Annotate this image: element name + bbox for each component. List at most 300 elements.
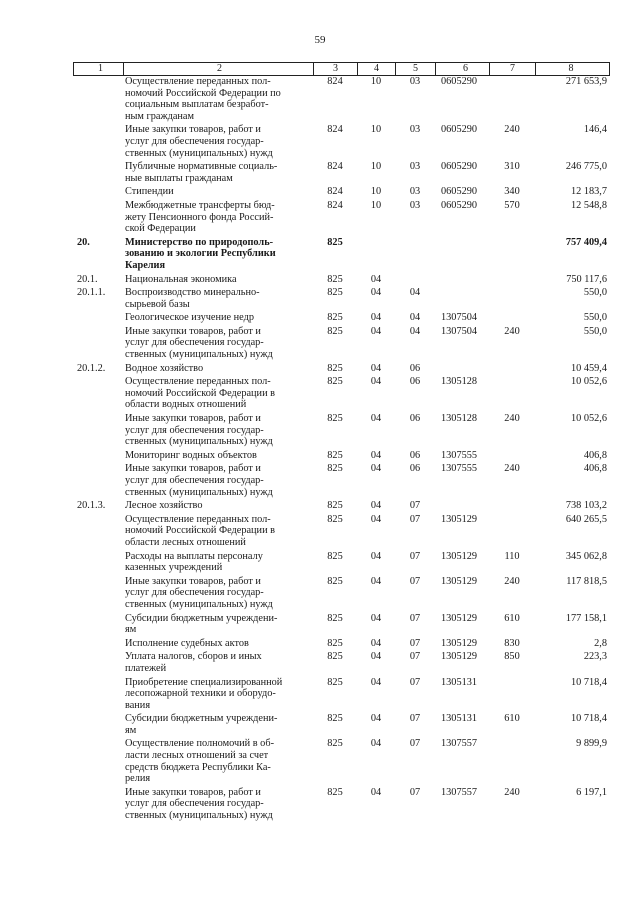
row-amount: 117 818,5 xyxy=(566,575,607,587)
row-expense-type xyxy=(489,450,535,462)
row-target-article: 1305128 xyxy=(441,376,478,388)
row-amount: 345 062,8 xyxy=(565,550,607,562)
table-row xyxy=(73,312,610,324)
row-target-article: 1307557 xyxy=(441,786,478,798)
row-name-line: услуг для обеспечения государ- xyxy=(125,337,264,349)
row-amount: 750 117,6 xyxy=(566,273,607,285)
row-admin-code: 824 xyxy=(327,161,343,173)
row-name-line: Иные закупки товаров, работ и xyxy=(125,413,261,425)
row-name-line: средств бюджета Республики Ка- xyxy=(125,761,271,773)
row-admin-code: 825 xyxy=(327,325,343,337)
row-gap xyxy=(73,822,610,824)
row-expense-type: 240 xyxy=(504,575,520,587)
row-expense-type: 310 xyxy=(504,161,520,173)
row-name-line: услуг для обеспечения государ- xyxy=(125,475,264,486)
row-name-line: лесопожарной техники и оборудо- xyxy=(125,688,276,700)
row-code xyxy=(73,713,123,736)
row-section: 04 xyxy=(370,449,382,461)
row-target-article xyxy=(435,500,489,512)
row-admin-code: 824 xyxy=(327,199,343,211)
row-target-article: 1307555 xyxy=(441,463,478,475)
row-code xyxy=(73,638,123,650)
row-expense-type: 610 xyxy=(504,612,520,624)
row-name-line: ственных (муниципальных) нужд xyxy=(125,436,273,448)
row-name-line: Расходы на выплаты персоналу xyxy=(125,550,263,562)
row-amount: 146,4 xyxy=(583,124,607,136)
row-expense-type xyxy=(489,677,535,712)
row-name xyxy=(123,450,313,462)
row-subsection: 07 xyxy=(409,713,421,725)
row-code: 20.1. xyxy=(77,273,98,285)
row-subsection: 07 xyxy=(409,637,421,649)
row-name xyxy=(123,186,313,198)
header-col-6: 6 xyxy=(435,63,489,75)
row-name xyxy=(123,638,313,650)
row-admin-code: 825 xyxy=(327,513,343,525)
row-name xyxy=(123,713,313,736)
row-amount: 640 265,5 xyxy=(565,513,607,525)
row-subsection: 07 xyxy=(409,651,421,663)
row-name xyxy=(123,551,313,574)
row-section: 10 xyxy=(370,76,382,87)
table-header xyxy=(73,62,610,76)
row-code xyxy=(73,551,123,574)
row-expense-type: 240 xyxy=(504,786,520,798)
table-row xyxy=(73,326,610,361)
row-code xyxy=(73,186,123,198)
row-subsection: 06 xyxy=(409,449,421,461)
row-name-line: социальным выплатам безработ- xyxy=(125,99,269,111)
row-name-line: зованию и экологии Республики xyxy=(125,248,276,260)
row-name-line: Министерство по природополь- xyxy=(125,236,274,248)
table-body xyxy=(73,76,610,824)
row-section: 10 xyxy=(370,124,382,136)
row-code: 20.1.2. xyxy=(77,362,106,374)
header-col-4: 4 xyxy=(357,63,395,75)
row-name-line: Иные закупки товаров, работ и xyxy=(125,325,261,337)
row-name xyxy=(123,613,313,636)
row-target-article: 0605290 xyxy=(441,199,478,211)
row-target-article: 1305129 xyxy=(441,637,478,649)
row-amount: 757 409,4 xyxy=(565,236,607,248)
table-row xyxy=(73,76,610,122)
row-code xyxy=(73,376,123,411)
row-amount: 2,8 xyxy=(594,637,607,649)
row-name-line: Геологическое изучение недр xyxy=(125,312,255,324)
row-subsection: 04 xyxy=(409,312,421,324)
row-admin-code: 825 xyxy=(327,312,343,324)
row-admin-code: 825 xyxy=(327,637,343,649)
row-name xyxy=(123,463,313,498)
row-amount: 550,0 xyxy=(583,287,607,299)
row-name-line: области водных отношений xyxy=(125,399,247,411)
table-row xyxy=(73,651,610,674)
row-target-article: 0605290 xyxy=(441,76,478,87)
row-name-line: услуг для обеспечения государ- xyxy=(125,424,264,436)
row-code xyxy=(73,413,123,448)
row-name-line: вания xyxy=(125,699,151,711)
row-section: 04 xyxy=(370,738,382,750)
row-section: 04 xyxy=(370,500,382,512)
row-code xyxy=(73,514,123,549)
header-col-1: 1 xyxy=(73,63,123,75)
row-name-line: Осуществление переданных пол- xyxy=(125,76,271,87)
table-row xyxy=(73,738,610,784)
row-admin-code: 824 xyxy=(327,186,343,198)
row-section: 04 xyxy=(370,713,382,725)
row-subsection: 07 xyxy=(409,550,421,562)
row-admin-code: 825 xyxy=(327,376,343,388)
row-section: 10 xyxy=(370,199,382,211)
row-name xyxy=(123,237,313,272)
row-name-line: жету Пенсионного фонда Россий- xyxy=(125,211,274,223)
row-name-line: услуг для обеспечения государ- xyxy=(125,798,264,810)
row-name-line: номочий Российской Федерации по xyxy=(125,87,281,99)
row-section: 10 xyxy=(370,161,382,173)
row-name-line: ласти лесных отношений за счет xyxy=(125,750,269,762)
row-name-line: Межбюджетные трансферты бюд- xyxy=(125,199,275,211)
row-expense-type xyxy=(489,363,535,375)
row-target-article: 1305129 xyxy=(441,575,478,587)
row-name-line: Иные закупки товаров, работ и xyxy=(125,463,261,475)
table-row xyxy=(73,613,610,636)
row-section: 04 xyxy=(370,362,382,374)
row-target-article: 1307504 xyxy=(441,325,478,337)
row-name xyxy=(123,76,313,122)
row-name-line: Осуществление переданных пол- xyxy=(125,376,271,388)
row-name-line: услуг для обеспечения государ- xyxy=(125,587,264,599)
table-row xyxy=(73,450,610,462)
row-name xyxy=(123,677,313,712)
row-name-line: номочий Российской Федерации в xyxy=(125,387,276,399)
row-admin-code: 825 xyxy=(327,713,343,725)
row-name-line: ственных (муниципальных) нужд xyxy=(125,486,273,498)
row-section: 04 xyxy=(370,575,382,587)
row-target-article: 1305128 xyxy=(441,413,478,425)
row-name-line: Иные закупки товаров, работ и xyxy=(125,124,261,136)
row-target-article: 1305129 xyxy=(441,612,478,624)
row-admin-code: 825 xyxy=(327,651,343,663)
row-expense-type: 240 xyxy=(504,413,520,425)
row-name xyxy=(123,651,313,674)
row-subsection: 03 xyxy=(409,124,421,136)
row-name-line: Субсидии бюджетным учреждени- xyxy=(125,713,278,725)
table-row xyxy=(73,274,610,286)
table-row xyxy=(73,677,610,712)
row-code xyxy=(73,124,123,159)
row-subsection: 06 xyxy=(409,463,421,475)
row-name xyxy=(123,500,313,512)
row-code xyxy=(73,161,123,184)
row-name-line: релия xyxy=(125,773,151,785)
row-code: 20.1.3. xyxy=(77,500,106,512)
row-expense-type: 850 xyxy=(504,651,520,663)
row-expense-type xyxy=(489,500,535,512)
row-amount: 10 052,6 xyxy=(570,376,607,388)
row-amount: 10 459,4 xyxy=(570,362,607,374)
table-row xyxy=(73,576,610,611)
row-section: 04 xyxy=(370,325,382,337)
row-expense-type xyxy=(489,376,535,411)
table-row xyxy=(73,551,610,574)
row-target-article xyxy=(435,363,489,375)
row-code xyxy=(73,677,123,712)
row-subsection: 07 xyxy=(409,786,421,798)
row-name xyxy=(123,376,313,411)
row-section xyxy=(357,237,395,272)
row-amount: 550,0 xyxy=(583,312,607,324)
row-subsection: 07 xyxy=(409,676,421,688)
row-name-line: сырьевой базы xyxy=(125,298,190,310)
header-col-2: 2 xyxy=(123,63,313,75)
row-name-line: Осуществление переданных пол- xyxy=(125,513,271,525)
row-subsection xyxy=(395,274,435,286)
row-code xyxy=(73,651,123,674)
row-name-line: Уплата налогов, сборов и иных xyxy=(125,651,262,663)
row-target-article: 1307555 xyxy=(441,449,478,461)
row-name-line: ные выплаты гражданам xyxy=(125,172,233,184)
row-section: 04 xyxy=(370,651,382,663)
row-name-line: Осуществление полномочий в об- xyxy=(125,738,274,750)
row-expense-type xyxy=(489,738,535,784)
row-name-line: Приобретение специализированной xyxy=(125,676,283,688)
table-row xyxy=(73,638,610,650)
row-name-line: ям xyxy=(125,724,137,736)
row-code xyxy=(73,326,123,361)
row-admin-code: 825 xyxy=(327,413,343,425)
row-name xyxy=(123,274,313,286)
row-code xyxy=(73,312,123,324)
row-amount: 9 899,9 xyxy=(576,738,607,750)
row-admin-code: 825 xyxy=(327,463,343,475)
row-admin-code: 825 xyxy=(327,449,343,461)
row-expense-type xyxy=(489,514,535,549)
table-row xyxy=(73,186,610,198)
row-admin-code: 825 xyxy=(327,236,343,248)
row-name-line: Стипендии xyxy=(125,186,174,198)
row-name-line: Исполнение судебных актов xyxy=(125,637,249,649)
row-section: 04 xyxy=(370,312,382,324)
row-name-line: ным гражданам xyxy=(125,110,194,122)
table-row xyxy=(73,237,610,272)
row-admin-code: 825 xyxy=(327,287,343,299)
row-target-article xyxy=(435,237,489,272)
row-section: 04 xyxy=(370,612,382,624)
row-name xyxy=(123,124,313,159)
row-expense-type xyxy=(489,76,535,122)
row-code xyxy=(73,463,123,498)
row-name-line: Публичные нормативные социаль- xyxy=(125,161,278,173)
row-subsection: 03 xyxy=(409,186,421,198)
row-subsection: 06 xyxy=(409,413,421,425)
row-code: 20. xyxy=(77,236,90,248)
row-section: 04 xyxy=(370,513,382,525)
row-expense-type: 240 xyxy=(504,124,520,136)
row-code xyxy=(73,738,123,784)
row-expense-type: 110 xyxy=(504,550,520,562)
row-subsection: 03 xyxy=(409,199,421,211)
row-name-line: Иные закупки товаров, работ и xyxy=(125,786,261,798)
row-amount: 10 718,4 xyxy=(570,676,607,688)
row-target-article xyxy=(435,287,489,310)
row-target-article: 1305129 xyxy=(441,651,478,663)
row-target-article: 1305129 xyxy=(441,550,478,562)
row-name-line: Национальная экономика xyxy=(125,273,237,285)
row-subsection: 04 xyxy=(409,287,421,299)
row-name xyxy=(123,738,313,784)
row-code xyxy=(73,613,123,636)
row-admin-code: 825 xyxy=(327,676,343,688)
row-expense-type: 610 xyxy=(504,713,520,725)
page-number: 59 xyxy=(314,34,326,46)
row-name-line: Лесное хозяйство xyxy=(125,500,203,512)
table-row xyxy=(73,376,610,411)
row-name-line: Водное хозяйство xyxy=(125,362,204,374)
row-target-article xyxy=(435,274,489,286)
row-name-line: Иные закупки товаров, работ и xyxy=(125,575,261,587)
row-admin-code: 825 xyxy=(327,500,343,512)
row-name-line: ственных (муниципальных) нужд xyxy=(125,598,273,610)
table-row xyxy=(73,124,610,159)
row-target-article: 1305129 xyxy=(441,513,478,525)
row-amount: 6 197,1 xyxy=(576,786,607,798)
table-row xyxy=(73,363,610,375)
row-expense-type xyxy=(489,287,535,310)
row-name xyxy=(123,161,313,184)
table-row xyxy=(73,500,610,512)
row-name-line: области лесных отношений xyxy=(125,536,246,548)
row-amount: 223,3 xyxy=(583,651,607,663)
row-name-line: Мониторинг водных объектов xyxy=(125,449,257,461)
row-name-line: Воспроизводство минерально- xyxy=(125,287,260,299)
row-subsection: 07 xyxy=(409,738,421,750)
table-row xyxy=(73,787,610,822)
row-name xyxy=(123,514,313,549)
row-code: 20.1.1. xyxy=(77,287,106,299)
row-amount: 738 103,2 xyxy=(565,500,607,512)
row-expense-type: 240 xyxy=(504,325,520,337)
row-admin-code: 825 xyxy=(327,786,343,798)
row-amount: 271 653,9 xyxy=(565,76,607,87)
row-section: 10 xyxy=(370,186,382,198)
row-subsection xyxy=(395,237,435,272)
row-subsection: 06 xyxy=(409,362,421,374)
row-name-line: ской Федерации xyxy=(125,223,196,235)
row-name xyxy=(123,312,313,324)
row-subsection: 03 xyxy=(409,76,421,87)
row-section: 04 xyxy=(370,786,382,798)
row-subsection: 07 xyxy=(409,500,421,512)
row-name-line: ственных (муниципальных) нужд xyxy=(125,810,273,822)
row-section: 04 xyxy=(370,287,382,299)
row-section: 04 xyxy=(370,413,382,425)
row-target-article: 1305131 xyxy=(441,713,478,725)
row-expense-type: 240 xyxy=(504,463,520,475)
row-admin-code: 825 xyxy=(327,550,343,562)
row-name xyxy=(123,363,313,375)
row-amount: 406,8 xyxy=(583,463,607,475)
row-amount: 12 548,8 xyxy=(570,199,607,211)
row-name-line: ям xyxy=(125,624,137,636)
row-subsection: 07 xyxy=(409,575,421,587)
row-subsection: 07 xyxy=(409,513,421,525)
row-amount: 406,8 xyxy=(583,449,607,461)
row-target-article: 0605290 xyxy=(441,124,478,136)
row-expense-type: 570 xyxy=(504,199,520,211)
row-code xyxy=(73,200,123,235)
header-col-5: 5 xyxy=(395,63,435,75)
row-name-line: платежей xyxy=(125,662,167,674)
row-admin-code: 825 xyxy=(327,575,343,587)
row-target-article: 1307557 xyxy=(441,738,478,750)
table-row xyxy=(73,514,610,549)
row-subsection: 03 xyxy=(409,161,421,173)
row-amount: 12 183,7 xyxy=(570,186,607,198)
row-name-line: ственных (муниципальных) нужд xyxy=(125,147,273,159)
row-name-line: услуг для обеспечения государ- xyxy=(125,135,264,147)
row-code xyxy=(73,787,123,822)
row-admin-code: 824 xyxy=(327,124,343,136)
row-name xyxy=(123,326,313,361)
row-admin-code: 825 xyxy=(327,612,343,624)
row-subsection: 06 xyxy=(409,376,421,388)
table-row xyxy=(73,200,610,235)
row-section: 04 xyxy=(370,463,382,475)
row-expense-type: 340 xyxy=(504,186,520,198)
row-admin-code: 825 xyxy=(327,738,343,750)
row-amount: 10 052,6 xyxy=(570,413,607,425)
table-row xyxy=(73,463,610,498)
row-expense-type: 830 xyxy=(504,637,520,649)
row-expense-type xyxy=(489,312,535,324)
row-admin-code: 825 xyxy=(327,362,343,374)
row-section: 04 xyxy=(370,376,382,388)
row-subsection: 07 xyxy=(409,612,421,624)
header-col-3: 3 xyxy=(313,63,357,75)
row-subsection: 04 xyxy=(409,325,421,337)
row-name-line: казенных учреждений xyxy=(125,562,223,574)
row-target-article: 0605290 xyxy=(441,186,478,198)
row-admin-code: 824 xyxy=(327,76,343,87)
row-section: 04 xyxy=(370,637,382,649)
budget-table xyxy=(73,62,610,824)
row-section: 04 xyxy=(370,550,382,562)
table-row xyxy=(73,413,610,448)
row-name xyxy=(123,576,313,611)
row-name xyxy=(123,200,313,235)
row-name-line: ственных (муниципальных) нужд xyxy=(125,349,273,361)
row-name xyxy=(123,787,313,822)
row-name-line: Карелия xyxy=(125,259,166,271)
row-name-line: Субсидии бюджетным учреждени- xyxy=(125,612,278,624)
row-expense-type xyxy=(489,237,535,272)
row-name-line: номочий Российской Федерации в xyxy=(125,525,276,537)
row-admin-code: 825 xyxy=(327,273,343,285)
row-expense-type xyxy=(489,274,535,286)
header-col-8: 8 xyxy=(535,63,610,75)
row-name xyxy=(123,287,313,310)
row-amount: 550,0 xyxy=(583,325,607,337)
table-row xyxy=(73,713,610,736)
row-code xyxy=(73,576,123,611)
row-section: 04 xyxy=(370,273,382,285)
row-amount: 246 775,0 xyxy=(565,161,607,173)
row-name xyxy=(123,413,313,448)
row-target-article: 1307504 xyxy=(441,312,478,324)
row-amount: 177 158,1 xyxy=(565,612,607,624)
row-section: 04 xyxy=(370,676,382,688)
row-target-article: 1305131 xyxy=(441,676,478,688)
